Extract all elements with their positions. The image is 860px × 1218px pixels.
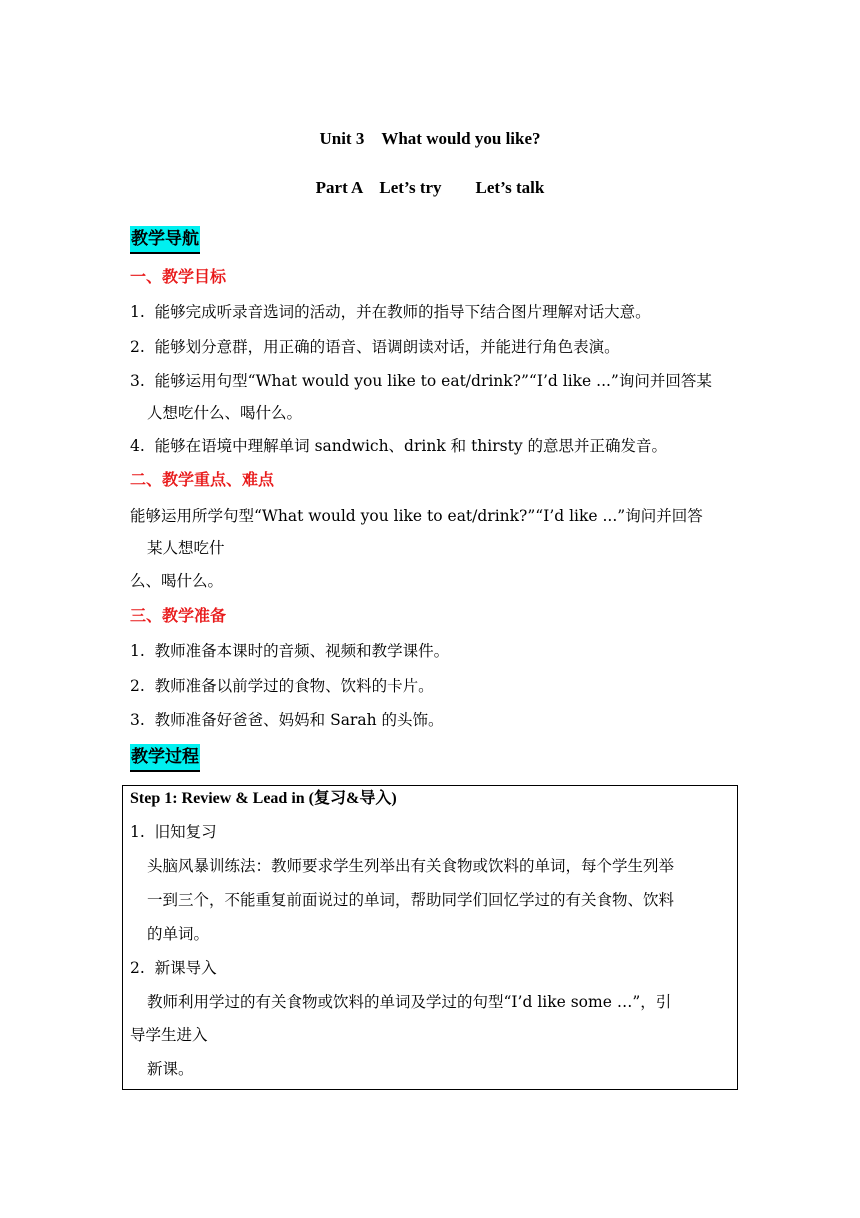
step-line: 的单词。 (147, 925, 210, 943)
goal-line: 4. 能够在语境中理解单词 sandwich、drink 和 thirsty 的意思并正确发音。 (130, 437, 668, 455)
key-point-line: 么、喝什么。 (130, 572, 224, 590)
goal-line: 2. 能够划分意群，用正确的语音、语调朗读对话，并能进行角色表演。 (130, 338, 620, 356)
step1-title: Step 1: Review & Lead in (复习&导入) (130, 790, 397, 807)
step-line: 1. 旧知复习 (130, 823, 217, 841)
preparation-line: 2. 教师准备以前学过的食物、饮料的卡片。 (130, 677, 434, 695)
goal-line: 1. 能够完成听录音选词的活动，并在教师的指导下结合图片理解对话大意。 (130, 303, 651, 321)
step-line: 导学生进入 (130, 1026, 208, 1044)
preparation-line: 3. 教师准备好爸爸、妈妈和 Sarah 的头饰。 (130, 711, 444, 729)
preparation-line: 1. 教师准备本课时的音频、视频和教学课件。 (130, 642, 450, 660)
page-title: Unit 3 What would you like? (319, 129, 541, 148)
key-point-line: 某人想吃什 (147, 539, 225, 557)
step-line: 一到三个，不能重复前面说过的单词，帮助同学们回忆学过的有关食物、饮料 (147, 891, 675, 909)
goal-line: 人想吃什么、喝什么。 (147, 404, 303, 422)
page-subtitle: Part A Let’s try Let’s talk (315, 178, 545, 197)
teaching-process-heading: 教学过程 (130, 744, 200, 772)
key-points-heading: 二、教学重点、难点 (130, 470, 275, 489)
preparation-heading: 三、教学准备 (130, 606, 227, 625)
step-line: 头脑风暴训练法：教师要求学生列举出有关食物或饮料的单词，每个学生列举 (147, 857, 675, 875)
goal-line: 3. 能够运用句型“What would you like to eat/drink?”“I’d like ...”询问并回答某 (130, 372, 712, 390)
step-line: 2. 新课导入 (130, 959, 217, 977)
key-point-line: 能够运用所学句型“What would you like to eat/drink?”“I’d like ...”询问并回答 (130, 507, 703, 525)
step-line: 教师利用学过的有关食物或饮料的单词及学过的句型“I’d like some …”，引 (147, 993, 672, 1011)
teaching-nav-heading: 教学导航 (130, 226, 200, 254)
goals-heading: 一、教学目标 (130, 267, 227, 286)
step-line: 新课。 (147, 1060, 194, 1078)
